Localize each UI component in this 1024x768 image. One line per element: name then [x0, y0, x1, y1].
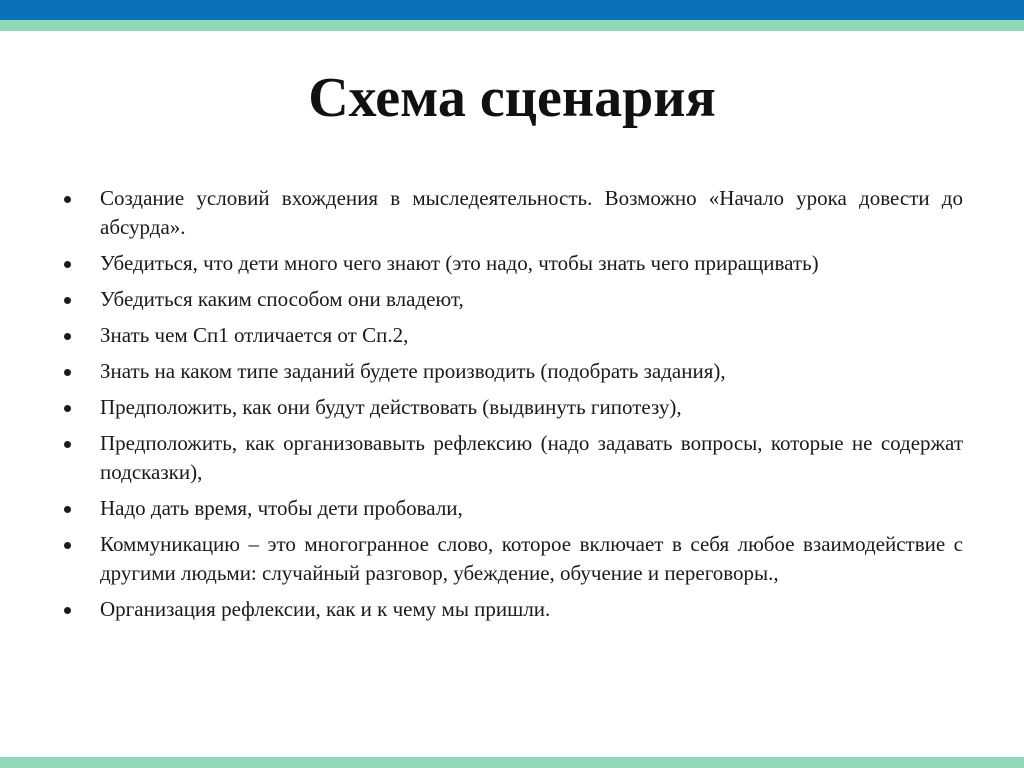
bullet-icon — [64, 333, 71, 340]
bullet-text: Предположить, как они будут действовать (выдвинуть гипотезу), — [100, 395, 682, 419]
bullet-text: Убедиться, что дети много чего знают (это надо, чтобы знать чего приращивать) — [100, 251, 819, 275]
bullet-item — [60, 595, 963, 624]
slide-title: Схема сценария — [308, 67, 716, 129]
bullet-icon — [64, 261, 71, 268]
top-accent-bar — [0, 0, 1024, 20]
bullet-icon — [64, 369, 71, 376]
bullet-item — [60, 429, 963, 487]
bullet-text: Организация рефлексии, как и к чему мы пришли. — [100, 597, 551, 621]
bullet-icon — [64, 441, 71, 448]
bullet-item — [60, 393, 963, 422]
bullet-item — [60, 249, 963, 278]
bullet-icon — [64, 542, 71, 549]
bullet-text: Предположить, как организовавыть рефлексию (надо задавать вопросы, которые не содержат подсказки), — [100, 431, 963, 484]
top-secondary-bar — [0, 20, 1024, 31]
bullet-item — [60, 530, 963, 588]
bullet-text: Создание условий вхождения в мыследеятельность. Возможно «Начало урока довести до абсурда». — [100, 186, 963, 239]
bullet-icon — [64, 506, 71, 513]
bullet-icon — [64, 405, 71, 412]
bullet-item — [60, 184, 963, 242]
bullet-text: Коммуникацию – это многогранное слово, которое включает в себя любое взаимодействие с другими людьми: случайный разговор, убеждение, обучение и переговоры., — [100, 532, 963, 585]
bullet-item — [60, 357, 963, 386]
bullet-list — [60, 184, 963, 631]
bullet-text: Знать на каком типе заданий будете производить (подобрать задания), — [100, 359, 726, 383]
bullet-item — [60, 321, 963, 350]
bullet-item — [60, 494, 963, 523]
bullet-item — [60, 285, 963, 314]
bullet-text: Надо дать время, чтобы дети пробовали, — [100, 496, 463, 520]
bullet-icon — [64, 297, 71, 304]
bottom-accent-bar — [0, 757, 1024, 768]
bullet-text: Знать чем Сп1 отличается от Сп.2, — [100, 323, 409, 347]
bullet-icon — [64, 196, 71, 203]
bullet-text: Убедиться каким способом они владеют, — [100, 287, 464, 311]
bullet-icon — [64, 607, 71, 614]
